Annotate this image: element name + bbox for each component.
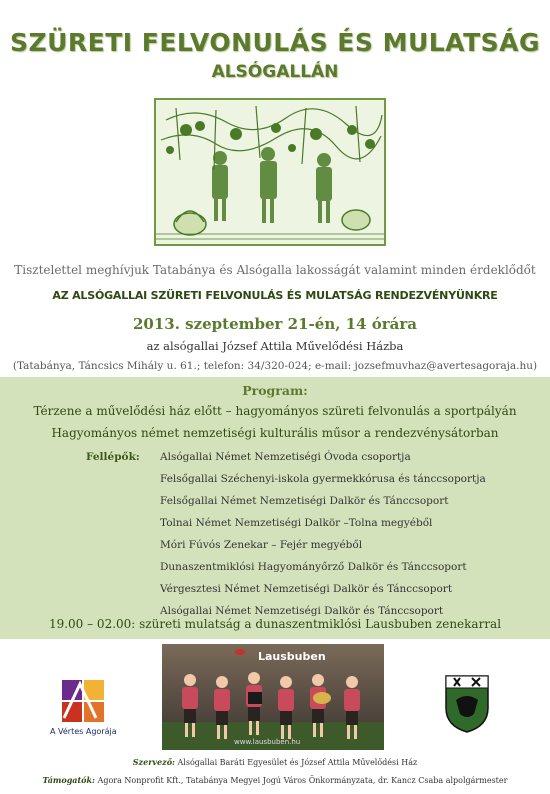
band-photo — [162, 644, 384, 750]
performer-item: Tolnai Német Nemzetiségi Dalkör –Tolna megyéből — [160, 517, 433, 529]
agora-logo — [60, 678, 106, 724]
agora-caption: A Vértes Agorája — [50, 727, 117, 736]
poster-subtitle: ALSÓGALLÁN — [211, 62, 339, 82]
performer-item: Dunaszentmiklósi Hagyományőrző Dalkör és Tánccsoport — [160, 561, 467, 573]
footer-organizer — [0, 757, 550, 767]
sponsors-text: Agora Nonprofit Kft., Tatabánya Megyei Jogú Város Önkormányzata, dr. Kancz Csaba alpolgármester — [97, 776, 508, 785]
performer-item: Felsőgallai Német Nemzetiségi Dalkör és Tánccsoport — [160, 495, 449, 507]
invitation-text: Tisztelettel meghívjuk Tatabánya és Alsógalla lakosságát valamint minden érdeklődőt — [14, 263, 536, 277]
closing-program: 19.00 – 02.00: szüreti mulatság a dunaszentmiklósi Lausbuben zenekarral — [48, 617, 502, 631]
event-venue: az alsógallai József Attila Művelődési Házba — [146, 339, 404, 353]
performer-item: Vérgesztesi Német Nemzetiségi Dalkör és Tánccsoport — [160, 583, 453, 595]
performer-item: Alsógallai Német Nemzetiségi Óvoda csoportja — [160, 451, 411, 463]
sponsors-label: Támogatók: — [42, 775, 96, 785]
program-label: Program: — [242, 383, 308, 398]
performer-item: Alsógallai Német Nemzetiségi Dalkör és Tánccsoport — [160, 605, 444, 617]
footer-sponsors — [0, 775, 550, 785]
venue-contact: (Tatabánya, Táncsics Mihály u. 61.; telefon: 34/320-024; e-mail: jozsefmuvhaz@avertesagoraja.hu) — [12, 360, 538, 372]
coat-of-arms-icon — [444, 674, 490, 734]
poster-title: SZÜRETI FELVONULÁS ÉS MULATSÁG — [9, 28, 541, 57]
organizer-label: Szervező: — [132, 757, 175, 767]
organizer-text: Alsógallai Baráti Egyesület és József Attila Művelődési Ház — [177, 758, 418, 767]
band-url-text: www.lausbuben.hu — [234, 738, 301, 746]
band-logo-text: Lausbuben — [258, 650, 326, 663]
performers-label: Fellépők: — [86, 451, 140, 463]
program-item: Térzene a művelődési ház előtt – hagyományos szüreti felvonulás a sportpályán — [33, 404, 517, 418]
harvest-woodcut-illustration — [154, 98, 386, 246]
performer-item: Móri Fúvós Zenekar – Fejér megyéből — [160, 539, 363, 551]
event-date: 2013. szeptember 21-én, 14 órára — [132, 315, 418, 333]
performer-item: Felsőgallai Széchenyi-iskola gyermekkórusa és tánccsoportja — [160, 473, 486, 485]
event-name: AZ ALSÓGALLAI SZÜRETI FELVONULÁS ÉS MULATSÁG RENDEZVÉNYÜNKRE — [52, 289, 498, 302]
program-item: Hagyományos német nemzetiségi kulturális műsor a rendezvénysátorban — [51, 426, 499, 440]
